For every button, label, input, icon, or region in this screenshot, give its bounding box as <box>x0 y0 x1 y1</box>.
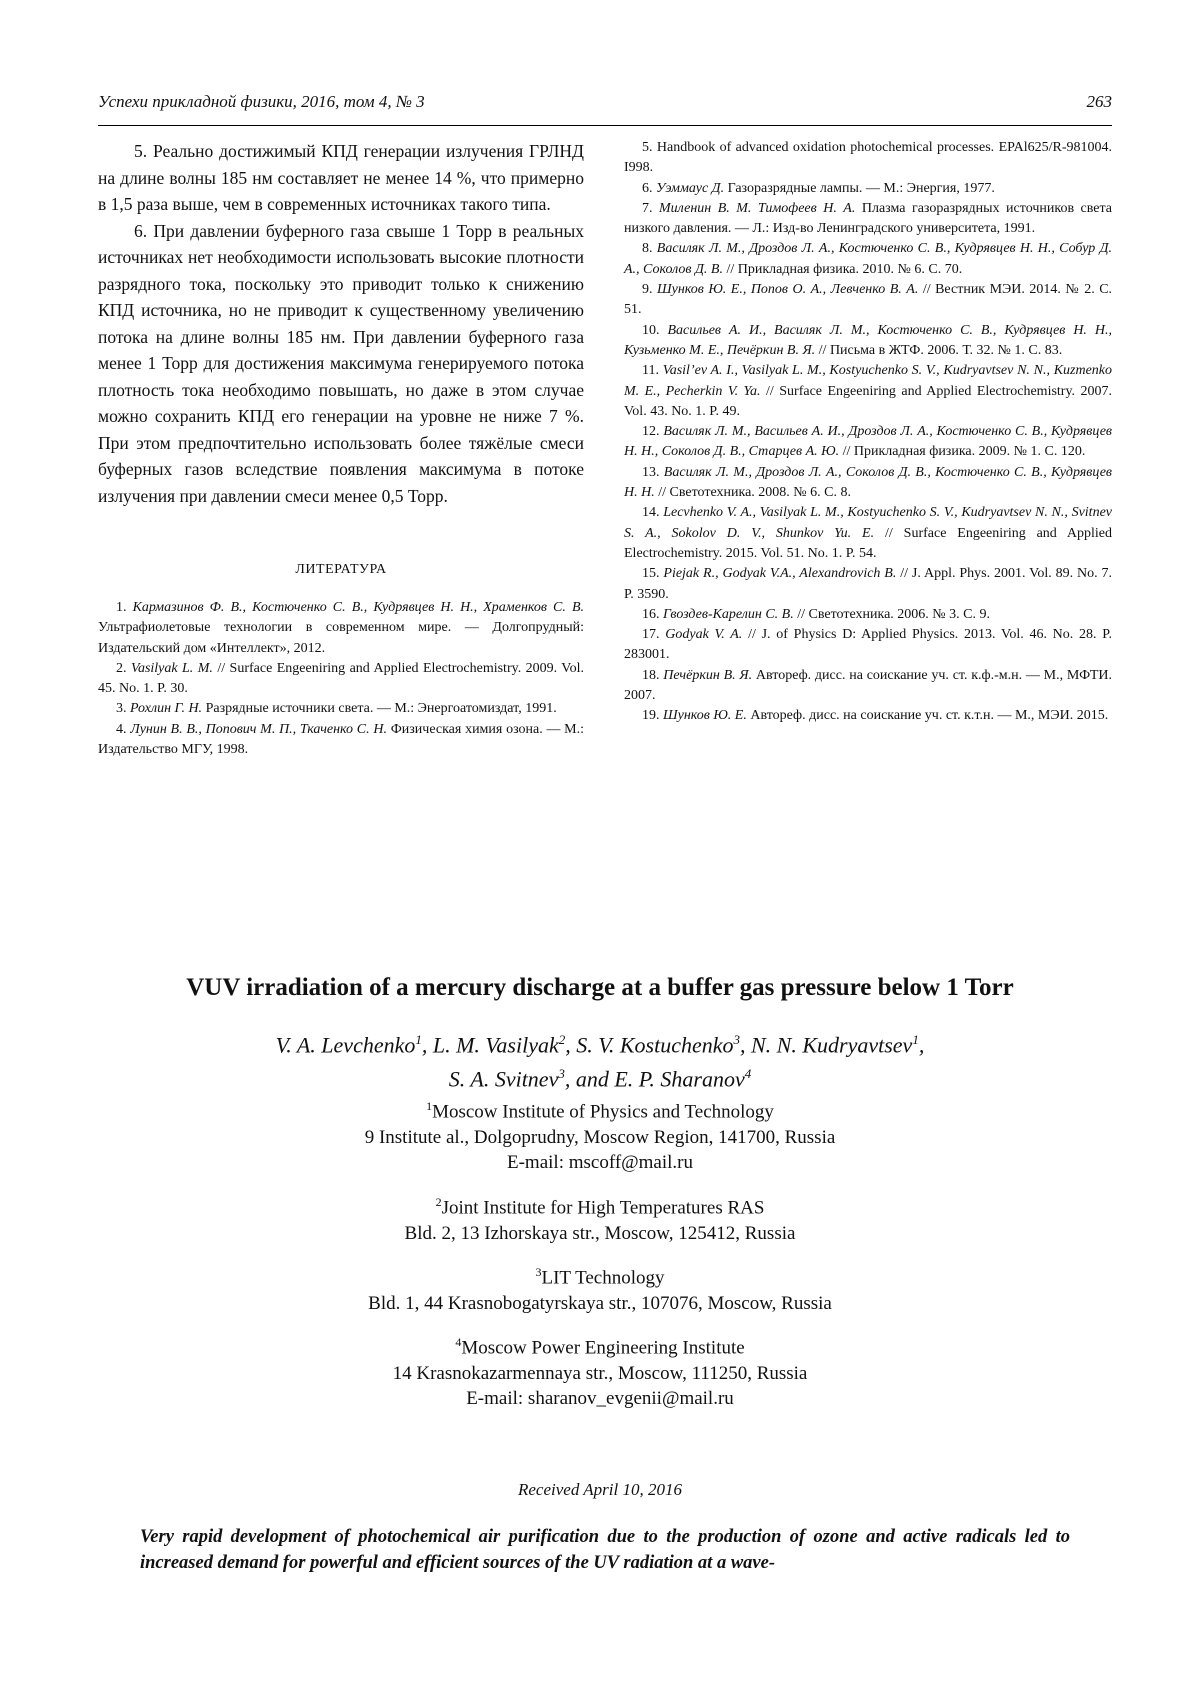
affiliation-address: Bld. 2, 13 Izhorskaya str., Moscow, 125412, Russia <box>404 1222 796 1244</box>
author-affiliation-marker: 1 <box>912 1032 919 1047</box>
affiliation-marker: 1 <box>426 1099 433 1113</box>
affiliation-address: 14 Krasnokazarmennaya str., Moscow, 111250, Russia <box>392 1362 808 1384</box>
affiliation-name: Moscow Power Engineering Institute <box>461 1337 745 1359</box>
reference-number: 15. <box>642 566 660 582</box>
affiliation-1 <box>0 1094 1200 1176</box>
author-affiliation-marker: 4 <box>744 1066 752 1082</box>
reference-authors: Василяк Л. М., Васильев А. И., Дроздов Л. А., Костюченко С. В., Кудрявцев Н. Н., Соколов Д. В., Старцев А. Ю. <box>624 424 1112 460</box>
author-name: L. M. Vasilyak <box>432 1032 559 1058</box>
reference-authors: Lecvhenko V. A., Vasilyak L. M., Kostyuchenko S. V., Kudryavtsev N. N., Svitnev S. A., Sokolov D. V., Shunkov Yu. E. <box>624 505 1112 541</box>
references-heading: ЛИТЕРАТУРА <box>295 562 387 577</box>
reference-authors: Лунин В. В., Попович М. П., Ткаченко С. Н. <box>130 721 387 737</box>
reference-text: // J. of Physics D: Applied Physics. 2013. Vol. 46. No. 28. P. 283001. <box>624 627 1113 663</box>
reference-authors: Vasil’ev A. I., Vasilyak L. M., Kostyuchenko S. V., Kudryavtsev N. N., Kuzmenko M. E., Pecherkin V. Ya. <box>624 363 1113 399</box>
reference-authors: Уэммаус Д. <box>656 180 725 196</box>
author-separator: , <box>565 1032 577 1058</box>
references-list-left <box>98 598 584 760</box>
author-separator: , and <box>564 1066 615 1092</box>
reference-text: Плазма газоразрядных источников света низкого давления. — Л.: Изд-во Ленинградского университета, 1991. <box>624 200 1113 237</box>
running-header <box>98 92 1112 118</box>
reference-item <box>624 463 1112 504</box>
affiliation-2 <box>0 1190 1200 1246</box>
reference-text: Разрядные источники света. — М.: Энергоатомиздат, 1991. <box>205 701 557 717</box>
affiliation-marker: 2 <box>435 1195 442 1209</box>
reference-item <box>624 138 1112 179</box>
reference-authors: Рохлин Г. Н. <box>130 701 203 717</box>
reference-text: // Светотехника. 2008. № 6. С. 8. <box>658 485 851 501</box>
affiliation-3 <box>0 1260 1200 1316</box>
references-list-right <box>624 138 1112 727</box>
author-affiliation-marker: 2 <box>558 1032 566 1047</box>
author-name: E. P. Sharanov <box>614 1066 745 1092</box>
reference-number: 16. <box>642 606 660 622</box>
conclusion-paragraph-6: 6. При давлении буферного газа свыше 1 Торр в реальных источниках нет необходимости использовать высокие плотности разрядного тока, поскольку это приводит только к снижению КПД источника, но не приводит к существенному увеличению потока на длине волны 185 нм. При давлении буферного газа менее 1 Торр для достижения максимума генерируемого потока плотность тока необходимо повышать, но даже в этом случае можно сохранить КПД его генерации на уровне не ниже 7 %. При этом предпочтительно использовать более тяжёлые смеси буферных газов вследствие появления максимума в потоке излучения при давлении смеси менее 0,5 Торр. <box>98 220 584 506</box>
reference-authors: Godyak V. A. <box>665 627 743 643</box>
conclusion-paragraph-5: 5. Реально достижимый КПД генерации излучения ГРЛНД на длине волны 185 нм составляет не менее 14 %, что примерно в 1,5 раза выше, чем в современных источниках такого типа. <box>98 141 584 214</box>
reference-item <box>98 699 584 719</box>
reference-text: // Вестник МЭИ. 2014. № 2. С. 51. <box>624 282 1113 318</box>
abstract-text: Very rapid development of photochemical air purification due to the production of ozone and active radicals led to increased demand for powerful and efficient sources of the UV radiation at a wave- <box>140 1527 1070 1573</box>
author-separator: , <box>918 1032 925 1058</box>
reference-authors: Шунков Ю. Е., Попов О. А., Левченко В. А. <box>657 282 919 298</box>
reference-authors: Василяк Л. М., Дроздов Л. А., Соколов Д. В., Костюченко С. В., Кудрявцев Н. Н. <box>624 464 1112 501</box>
reference-authors: Василяк Л. М., Дроздов Л. А., Костюченко С. В., Кудрявцев Н. Н., Собур Д. А., Соколов Д. В. <box>624 241 1113 277</box>
reference-item <box>624 321 1112 362</box>
reference-item <box>624 605 1112 625</box>
reference-text: Автореф. дисс. на соискание уч. ст. к.ф.-м.н. — М., МФТИ. 2007. <box>624 667 1113 704</box>
author-name: V. A. Levchenko <box>275 1032 416 1058</box>
left-column <box>98 138 584 760</box>
reference-item <box>624 503 1112 564</box>
reference-number: 2. <box>116 660 127 676</box>
received-date: Received April 10, 2016 <box>518 1480 682 1499</box>
reference-text: Автореф. дисс. на соискание уч. ст. к.т.н. — М., МЭИ. 2015. <box>750 708 1109 724</box>
reference-text: Физическая химия озона. — М.: Издательство МГУ, 1998. <box>98 721 585 758</box>
reference-item <box>624 179 1112 199</box>
reference-item <box>98 659 584 700</box>
reference-number: 9. <box>642 282 653 298</box>
affiliation-address: 9 Institute al., Dolgoprudny, Moscow Region, 141700, Russia <box>364 1126 836 1148</box>
reference-number: 19. <box>642 708 660 724</box>
reference-number: 6. <box>642 180 653 196</box>
affiliation-marker: 3 <box>535 1265 542 1279</box>
reference-item <box>624 422 1112 463</box>
reference-item <box>624 706 1112 726</box>
reference-number: 4. <box>116 721 127 737</box>
article-title: VUV irradiation of a mercury discharge at a buffer gas pressure below 1 Torr <box>186 974 1014 1001</box>
author-name: S. V. Kostuchenko <box>576 1032 734 1058</box>
affiliation-email: E-mail: mscoff@mail.ru <box>507 1152 693 1174</box>
affiliation-address: Bld. 1, 44 Krasnobogatyrskaya str., 107076, Moscow, Russia <box>368 1292 832 1314</box>
reference-item <box>624 361 1112 422</box>
reference-text: // Прикладная физика. 2010. № 6. С. 70. <box>726 261 963 277</box>
reference-authors: Piejak R., Godyak V.A., Alexandrovich B. <box>663 566 897 582</box>
reference-item <box>98 598 584 659</box>
affiliation-name: Moscow Institute of Physics and Technology <box>432 1101 774 1123</box>
reference-item <box>624 564 1112 605</box>
reference-text: // Surface Engeeniring and Applied Electrochemistry. 2015. Vol. 51. No. 1. P. 54. <box>624 525 1113 561</box>
reference-authors: Гвоздев-Карелин С. В. <box>663 606 794 622</box>
reference-authors: Миленин В. М. Тимофеев Н. А. <box>659 200 856 216</box>
reference-number: 18. <box>642 667 660 683</box>
reference-text: // Прикладная физика. 2009. № 1. С. 120. <box>842 444 1086 460</box>
reference-text: // Светотехника. 2006. № 3. С. 9. <box>797 606 990 622</box>
reference-number: 5. <box>642 140 653 155</box>
reference-authors: Шунков Ю. Е. <box>663 708 747 724</box>
reference-item <box>98 720 584 761</box>
reference-number: 7. <box>642 200 653 216</box>
author-affiliation-marker: 1 <box>415 1032 422 1047</box>
affiliation-name: Joint Institute for High Temperatures RAS <box>441 1197 765 1219</box>
author-separator: , <box>740 1032 751 1058</box>
author-affiliation-marker: 3 <box>733 1032 740 1047</box>
reference-number: 3. <box>116 701 127 717</box>
affiliation-name: LIT Technology <box>541 1267 665 1289</box>
reference-text: Ультрафиолетовые технологии в современном мире. — Долгопрудный: Издательский дом «Интеллект», 2012. <box>98 620 584 656</box>
author-separator: , <box>421 1032 433 1058</box>
reference-text: // Surface Engeeniring and Applied Electrochemistry. 2009. Vol. 45. No. 1. P. 30. <box>98 660 585 697</box>
reference-number: 17. <box>642 627 660 643</box>
journal-title: Успехи прикладной физики, 2016, том 4, № 3 <box>98 92 425 111</box>
reference-number: 14. <box>642 505 660 521</box>
reference-number: 1. <box>116 600 127 615</box>
reference-text: // Surface Engeeniring and Applied Electrochemistry. 2007. Vol. 43. No. 1. P. 49. <box>624 383 1113 419</box>
reference-number: 10. <box>642 322 660 338</box>
author-list <box>0 1025 1200 1094</box>
reference-number: 11. <box>642 363 659 379</box>
reference-text: Handbook of advanced oxidation photochemical processes. EPAl625/R-981004. I998. <box>624 140 1113 176</box>
reference-number: 13. <box>642 464 660 480</box>
reference-text: Газоразрядные лампы. — М.: Энергия, 1977. <box>727 180 995 196</box>
reference-item <box>624 199 1112 240</box>
author-name: S. A. Svitnev <box>448 1066 559 1092</box>
reference-authors: Vasilyak L. M. <box>130 660 213 676</box>
reference-number: 12. <box>642 424 660 440</box>
reference-authors: Васильев А. И., Василяк Л. М., Костюченко С. В., Кудрявцев Н. Н., Кузьменко М. Е., Печёркин В. Я. <box>624 322 1113 358</box>
author-affiliation-marker: 3 <box>558 1066 565 1082</box>
reference-authors: Печёркин В. Я. <box>663 667 753 683</box>
reference-authors: Кармазинов Ф. В., Костюченко С. В., Кудрявцев Н. Н., Храменков С. В. <box>132 600 585 615</box>
affiliation-marker: 4 <box>455 1335 462 1349</box>
reference-item <box>624 625 1112 666</box>
reference-text: // Письма в ЖТФ. 2006. Т. 32. № 1. С. 83. <box>818 342 1063 358</box>
reference-item <box>624 239 1112 280</box>
reference-text: // J. Appl. Phys. 2001. Vol. 89. No. 7. P. 3590. <box>624 566 1113 602</box>
reference-item <box>624 280 1112 321</box>
reference-number: 8. <box>642 241 653 257</box>
header-rule <box>98 125 1112 126</box>
reference-item <box>624 666 1112 707</box>
affiliation-4 <box>0 1330 1200 1412</box>
right-column <box>624 138 1112 727</box>
author-name: N. N. Kudryavtsev <box>751 1032 913 1058</box>
page-number: 263 <box>1086 92 1112 111</box>
affiliation-email: E-mail: sharanov_evgenii@mail.ru <box>466 1388 734 1410</box>
